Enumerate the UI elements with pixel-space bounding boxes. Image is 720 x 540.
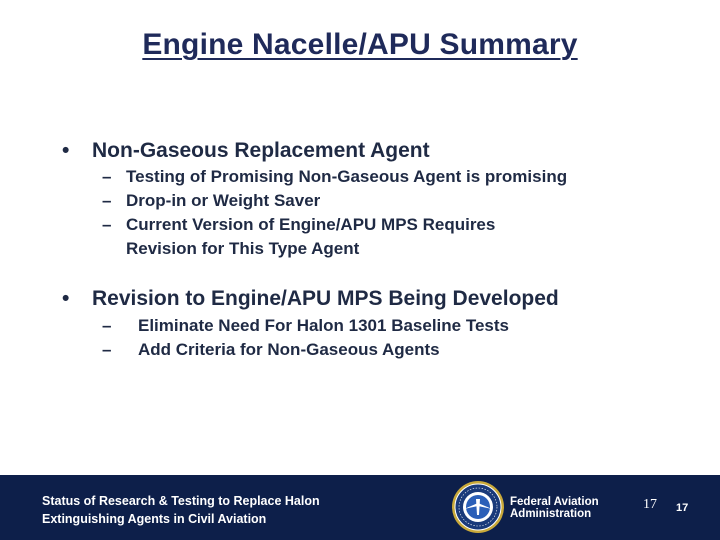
sub-bullet — [102, 213, 495, 237]
footer-bar — [0, 475, 720, 540]
sub-bullet — [102, 314, 509, 338]
dash-marker: – — [102, 167, 112, 186]
bullet-2-text: Revision to Engine/APU MPS Being Developed — [92, 287, 559, 310]
bullet-1-text: Non-Gaseous Replacement Agent — [92, 139, 430, 162]
footer-caption — [42, 492, 320, 528]
sub-bullet-continuation: Revision for This Type Agent — [126, 239, 360, 258]
sub-bullet-text: Testing of Promising Non-Gaseous Agent is promising — [126, 167, 568, 186]
faa-name — [510, 496, 599, 520]
sub-bullet — [102, 189, 320, 213]
sub-bullet — [102, 165, 567, 189]
bullet-2 — [62, 287, 559, 311]
bullet-1 — [62, 139, 430, 163]
footer-caption-line-1: Status of Research & Testing to Replace Halon — [42, 494, 320, 508]
slide-title: Engine Nacelle/APU Summary — [142, 28, 578, 61]
faa-name-line-2: Administration — [510, 508, 592, 520]
sub-bullet-text: Drop-in or Weight Saver — [126, 191, 321, 210]
sub-bullet — [102, 338, 440, 362]
sub-bullet-text: Eliminate Need For Halon 1301 Baseline Tests — [138, 316, 509, 335]
bullet-marker: • — [62, 287, 70, 310]
dash-marker: – — [102, 340, 112, 359]
faa-name-line-1: Federal Aviation — [510, 496, 599, 508]
footer-caption-line-2: Extinguishing Agents in Civil Aviation — [42, 512, 267, 526]
dash-marker: – — [102, 316, 112, 335]
dash-marker: – — [102, 215, 112, 234]
sub-bullet-text: Current Version of Engine/APU MPS Requires — [126, 215, 496, 234]
page-number-small: 17 — [676, 502, 689, 514]
bullet-marker: • — [62, 139, 70, 162]
faa-seal-icon — [450, 479, 506, 535]
page-number: 17 — [643, 497, 657, 512]
dash-marker: – — [102, 191, 112, 210]
sub-bullet-text: Add Criteria for Non-Gaseous Agents — [138, 340, 440, 359]
